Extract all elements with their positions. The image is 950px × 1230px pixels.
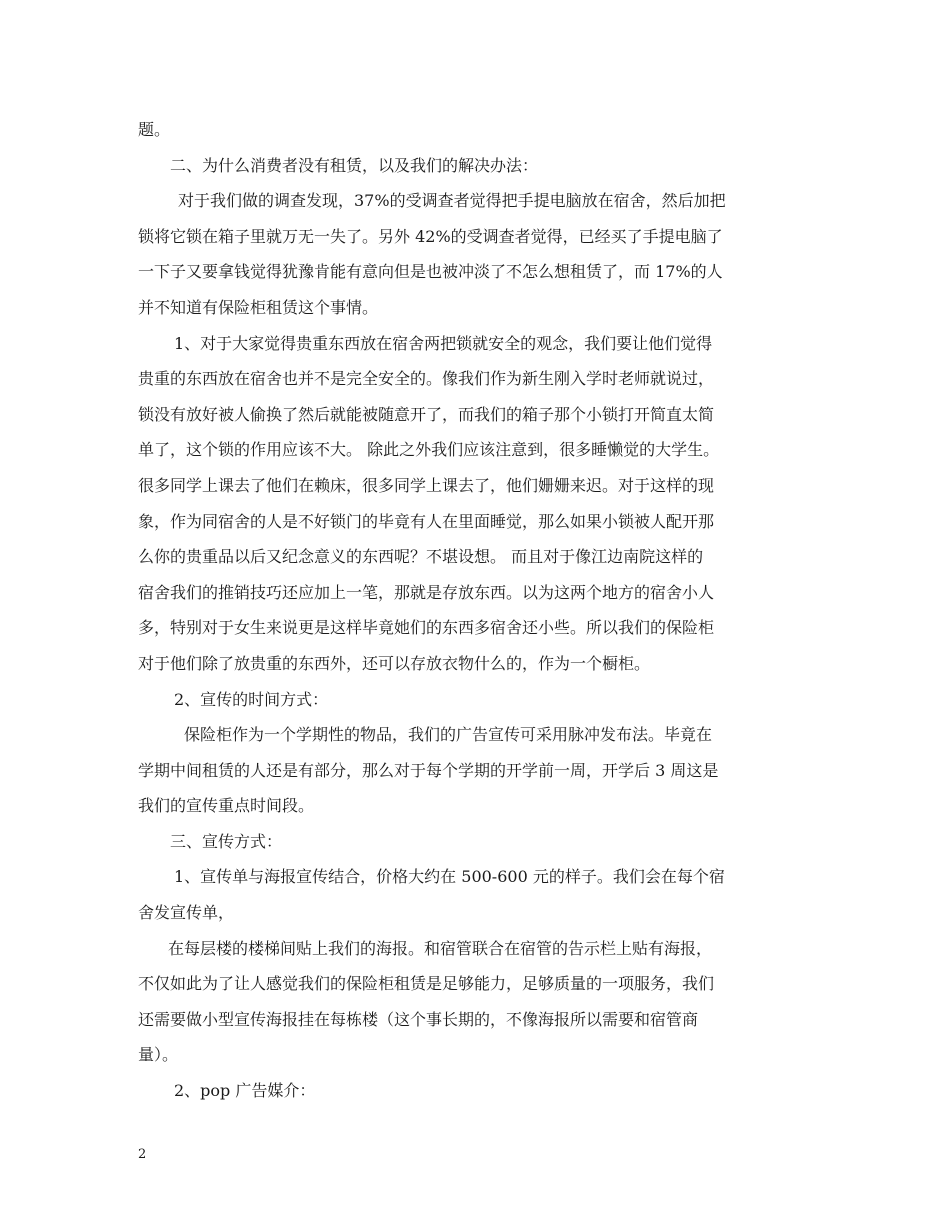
text-line: 舍发宣传单，: [138, 903, 235, 923]
text-line: 题。: [138, 120, 171, 139]
text-line: 很多同学上课去了他们在赖床，很多同学上课去了，他们姗姗来迟。对于这样的现: [138, 475, 715, 495]
text-line: 贵重的东西放在宿舍也并不是完全安全的。像我们作为新生刚入学时老师就说过，: [138, 369, 715, 389]
text-line: 一下子又要拿钱觉得犹豫肯能有意向但是也被冲淡了不怎么想租赁了，而 17%的人: [138, 262, 723, 282]
text-line: 并不知道有保险柜租赁这个事情。: [138, 297, 379, 317]
text-line: 对于我们做的调查发现，37%的受调查者觉得把手提电脑放在宿舍，然后加把: [178, 191, 726, 211]
text-line: 象，作为同宿舍的人是不好锁门的毕竟有人在里面睡觉，那么如果小锁被人配开那: [138, 511, 715, 531]
page-number: 2: [138, 1147, 147, 1162]
text-line: 1、宣传单与海报宣传结合，价格大约在 500-600 元的样子。我们会在每个宿: [174, 867, 725, 887]
text-line: 保险柜作为一个学期性的物品，我们的广告宣传可采用脉冲发布法。毕竟在: [184, 725, 713, 745]
text-line: 学期中间租赁的人还是有部分，那么对于每个学期的开学前一周，开学后 3 周这是: [138, 760, 719, 780]
text-line: 1、对于大家觉得贵重东西放在宿舍两把锁就安全的观念，我们要让他们觉得: [174, 333, 713, 353]
text-line: 二、为什么消费者没有租赁，以及我们的解决办法：: [170, 155, 539, 175]
text-line: 对于他们除了放贵重的东西外，还可以存放衣物什么的，作为一个橱柜。: [138, 653, 651, 673]
text-line: 不仅如此为了让人感觉我们的保险柜租赁是足够能力，足够质量的一项服务，我们: [138, 974, 715, 994]
text-line: 2、宣传的时间方式：: [174, 689, 329, 709]
text-line: 锁没有放好被人偷换了然后就能被随意开了，而我们的箱子那个小锁打开简直太简: [138, 404, 715, 424]
text-line: 量）。: [138, 1045, 179, 1065]
text-line: 多，特别对于女生来说更是这样毕竟她们的东西多宿舍还小些。所以我们的保险柜: [138, 618, 715, 638]
text-line: 在每层楼的楼梯间贴上我们的海报。和宿管联合在宿管的告示栏上贴有海报，: [168, 938, 713, 958]
text-line: 宿舍我们的推销技巧还应加上一笔，那就是存放东西。以为这两个地方的宿舍小人: [138, 582, 715, 602]
text-line: 么你的贵重品以后又纪念意义的东西呢？不堪设想。 而且对于像江边南院这样的: [138, 547, 704, 567]
text-line: 还需要做小型宣传海报挂在每栋楼（这个事长期的，不像海报所以需要和宿管商: [138, 1009, 699, 1029]
text-line: 我们的宣传重点时间段。: [138, 796, 315, 816]
text-line: 三、宣传方式：: [170, 831, 283, 851]
body-text: [138, 112, 828, 1109]
text-line: 单了，这个锁的作用应该不大。 除此之外我们应该注意到，很多睡懒觉的大学生。: [138, 440, 720, 460]
text-line: 锁将它锁在箱子里就万无一失了。另外 42%的受调查者觉得，已经买了手提电脑了: [138, 226, 723, 246]
text-line: 2、pop 广告媒介：: [174, 1081, 316, 1101]
